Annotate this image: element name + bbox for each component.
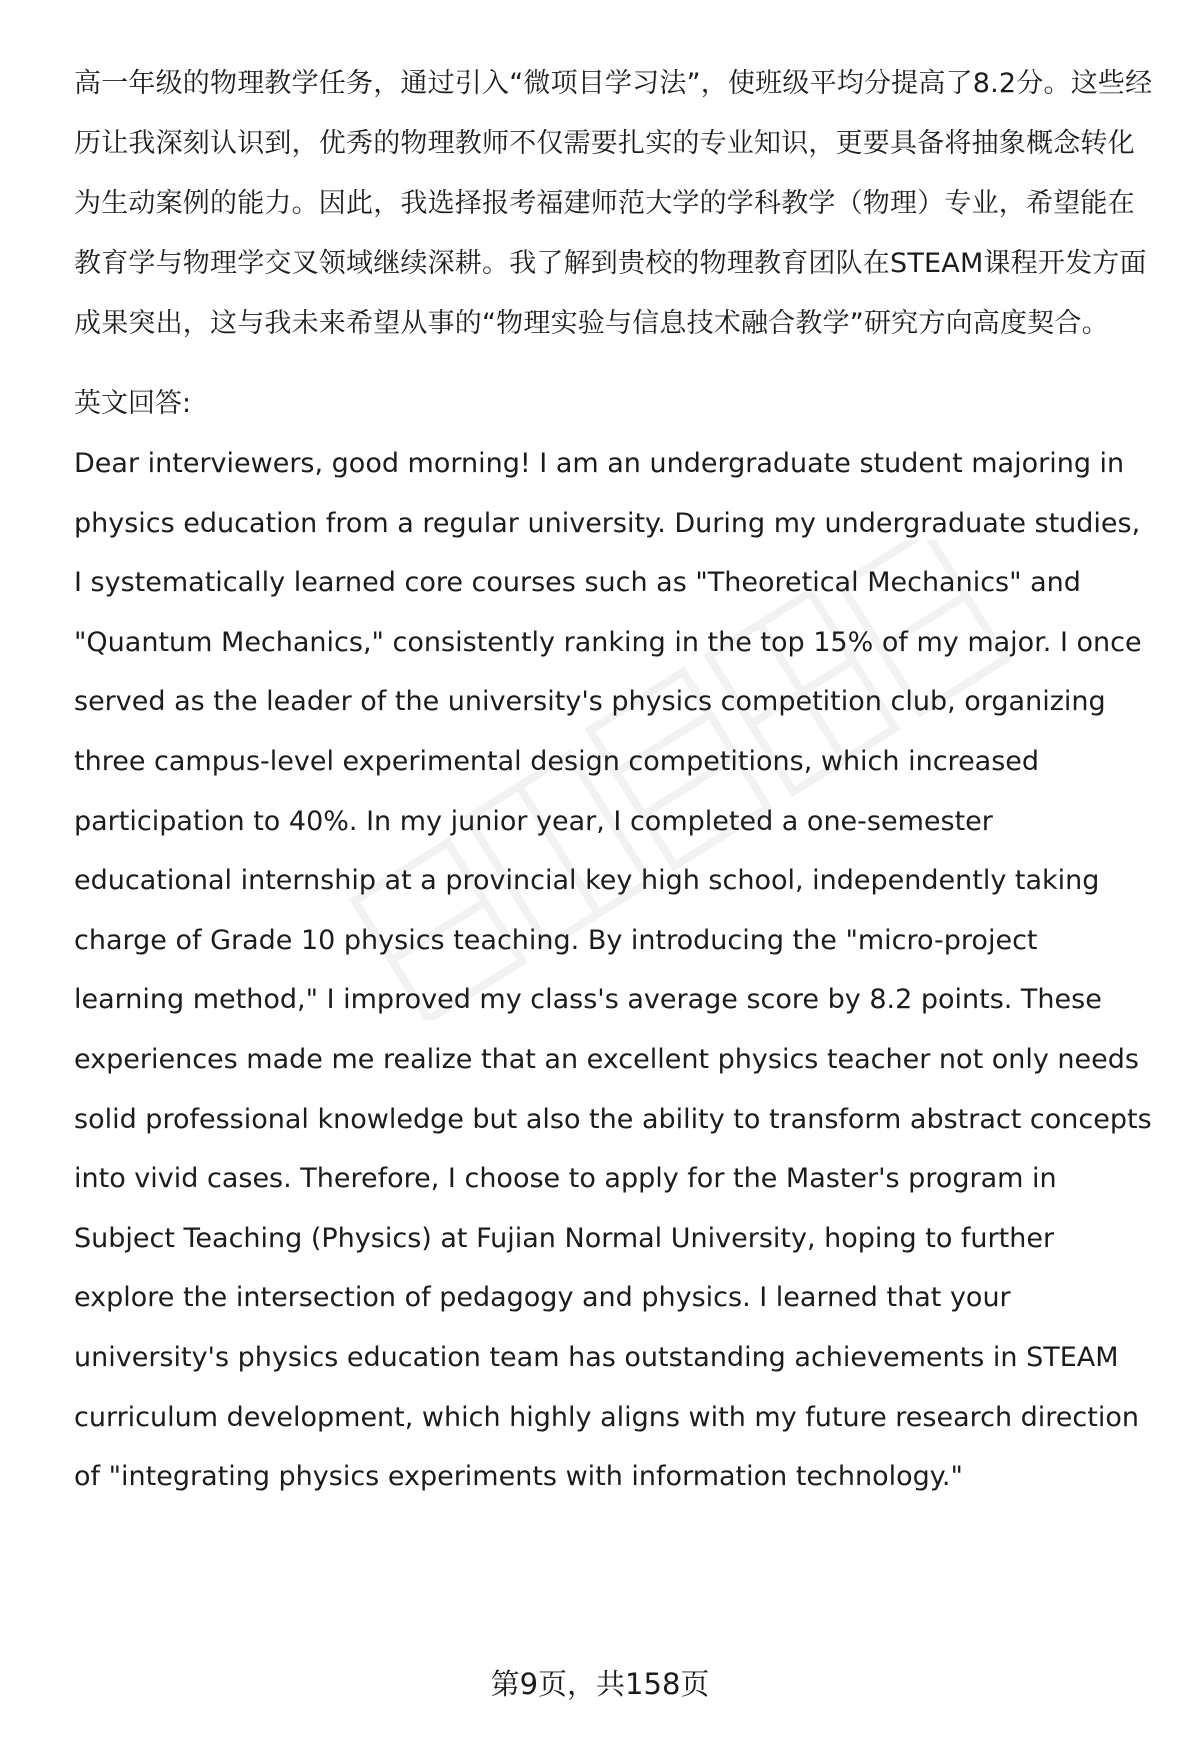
chinese-answer-paragraph: 高一年级的物理教学任务，通过引入“微项目学习法”，使班级平均分提高了8.2分。这些经历让我深刻认识到，优秀的物理教师不仅需要扎实的专业知识，更要具备将抽象概念转化为生动案例的能力。因此，我选择报考福建师范大学的学科教学（物理）专业，希望能在教育学与物理学交叉领域继续深耕。我了解到贵校的物理教育团队在STEAM课程开发方面成果突出，这与我未来希望从事的“物理实验与信息技术融合教学”研究方向高度契合。 <box>74 68 1153 339</box>
english-answer-paragraph: Dear interviewers, good morning! I am an undergraduate student majoring in physics education from a regular university. During my undergraduate studies, I systematically learned core courses such as "Theoretical Mechanics" and "Quantum Mechanics," consistently ranking in the top 15% of my major. I once served as the leader of the university's physics competition club, organizing three campus-level experimental design competitions, which increased participation to 40%. In my junior year, I completed a one-semester educational internship at a provincial key high school, independently taking charge of Grade 10 physics teaching. By introducing the "micro-project learning method," I improved my class's average score by 8.2 points. These experiences made me realize that an excellent physics teacher not only needs solid professional knowledge but also the ability to transform abstract concepts into vivid cases. Therefore, I choose to apply for the Master's program in Subject Teaching (Physics) at Fujian Normal University, hoping to further explore the intersection of pedagogy and physics. I learned that your university's physics education team has outstanding achievements in STEAM curriculum development, which highly aligns with my future research direction of "integrating physics experiments with information technology." <box>74 448 1152 1493</box>
english-answer-heading: 英文回答: <box>74 388 192 419</box>
page-number: 第9页，共158页 <box>490 1667 710 1701</box>
document-body <box>74 54 1154 1507</box>
